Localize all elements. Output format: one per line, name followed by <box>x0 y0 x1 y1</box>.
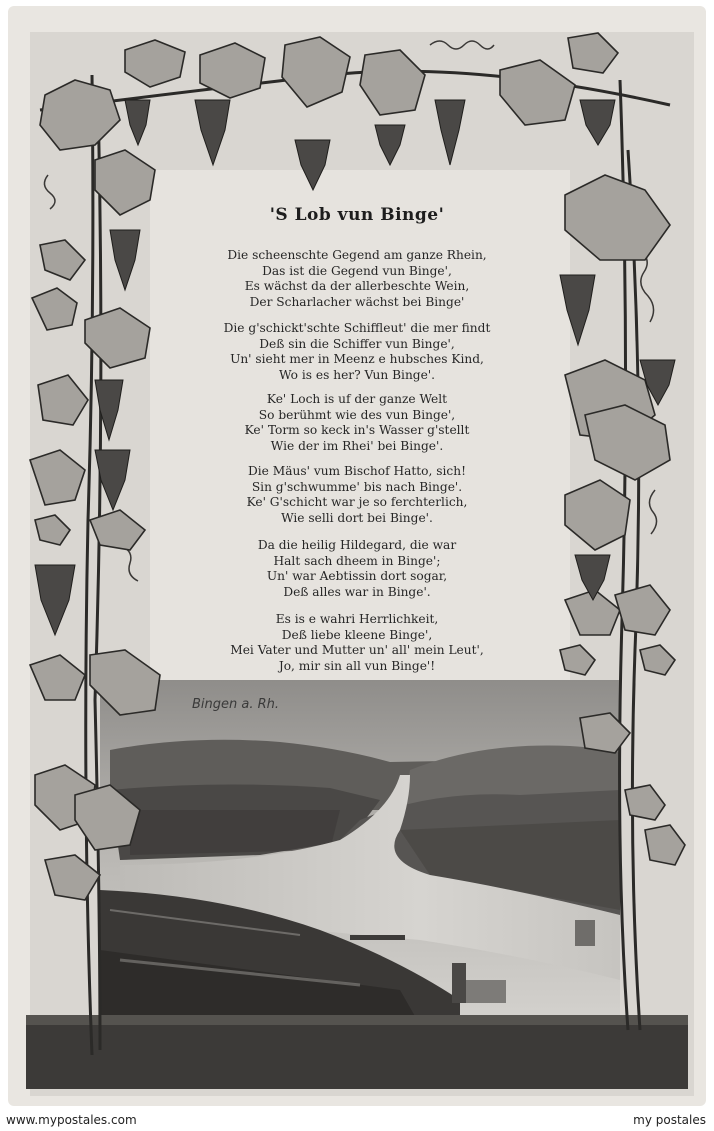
poem-line: Die scheenschte Gegend am ganze Rhein, <box>227 248 487 262</box>
stanza-1 <box>0 248 714 310</box>
poem-line: Sin g'schwumme' bis nach Binge'. <box>251 479 463 494</box>
photo-caption: Bingen a. Rh. <box>192 697 280 712</box>
watermark-footer <box>0 1111 714 1131</box>
poem-line: Der Scharlacher wächst bei Binge' <box>249 294 465 309</box>
poem-line: Es wächst da der allerbeschte Wein, <box>244 279 470 293</box>
poem-line: Es is e wahri Herrlichkeit, <box>275 612 439 626</box>
poem-line: So berühmt wie des vun Binge', <box>258 407 456 422</box>
stanza-2 <box>0 321 714 383</box>
poem-line: Deß liebe kleene Binge', <box>281 627 433 642</box>
stanza-4 <box>0 464 714 526</box>
poem-line: Deß sin die Schiffer vun Binge', <box>259 336 455 351</box>
poem-line: Ke' G'schicht war je so ferchterlich, <box>246 495 468 509</box>
poem-line: Ke' Torm so keck in's Wasser g'stellt <box>244 423 470 437</box>
poem-line: Deß alles war in Binge'. <box>283 584 431 599</box>
poem-line: Un' war Aebtissin dort sogar, <box>266 569 448 583</box>
poem-line: Die Mäus' vum Bischof Hatto, sich! <box>247 464 466 478</box>
poem-title: 'S Lob vun Binge' <box>269 205 445 225</box>
poem-line: Un' sieht mer in Meenz e hubsches Kind, <box>230 352 484 366</box>
footer-brand: my postales <box>633 1113 706 1127</box>
footer-website: www.mypostales.com <box>6 1113 137 1127</box>
poem-line: Wo is es her? Vun Binge'. <box>278 367 436 382</box>
stanza-6 <box>0 612 714 674</box>
poem-line: Halt sach dheem in Binge'; <box>273 553 441 568</box>
poem-line: Die g'schickt'schte Schiffleut' die mer findt <box>223 321 491 335</box>
poem-line: Das ist die Gegend vun Binge', <box>262 263 452 278</box>
poem-line: Ke' Loch is uf der ganze Welt <box>266 392 448 406</box>
stanza-3 <box>0 392 714 454</box>
poem-line: Mei Vater und Mutter un' all' mein Leut', <box>230 643 484 657</box>
poem-line: Da die heilig Hildegard, die war <box>257 538 457 552</box>
poem-line: Jo, mir sin all vun Binge'! <box>278 658 436 673</box>
poem-line: Wie selli dort bei Binge'. <box>281 510 433 525</box>
stanza-5 <box>0 538 714 600</box>
poem-line: Wie der im Rhei' bei Binge'. <box>270 438 444 453</box>
